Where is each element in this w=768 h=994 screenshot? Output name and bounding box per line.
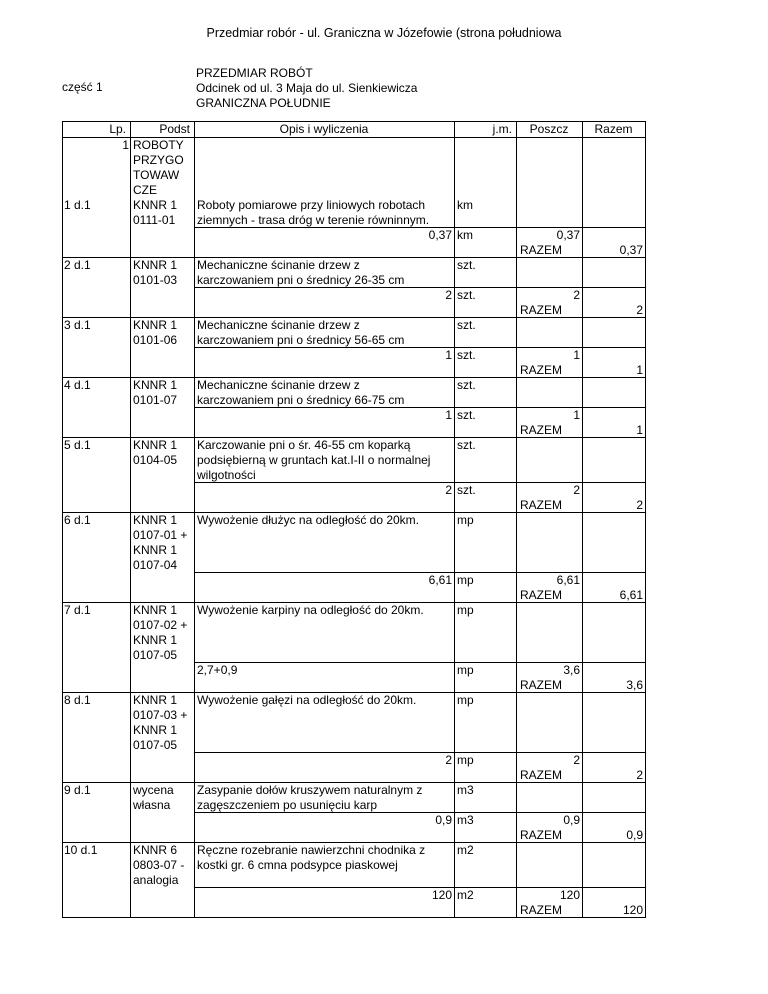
row-razem-value: 1: [636, 423, 643, 437]
row-podst-line: 0107-05: [133, 648, 178, 662]
row-podst-line: wycena: [133, 783, 174, 797]
row-description-line: Mechaniczne ścinanie drzew z: [197, 378, 360, 392]
row-lp: 5 d.1: [64, 438, 91, 452]
row-podst-line: KNNR 1: [133, 723, 178, 737]
row-podst-line: 0107-03 +: [133, 708, 188, 722]
row-lp: 6 d.1: [64, 513, 91, 527]
row-poszcz-value: 1: [573, 408, 580, 422]
column-header-razem: Razem: [594, 122, 633, 136]
section-title-line: TOWAW: [133, 168, 180, 182]
row-calc-unit: szt.: [457, 408, 476, 422]
row-calculation: 1: [445, 408, 452, 422]
row-podst-line: KNNR 1: [133, 633, 178, 647]
row-unit: szt.: [457, 258, 476, 272]
row-description-line: Wywożenie dłużyc na odległość do 20km.: [197, 513, 420, 527]
column-header-lp: Lp.: [109, 122, 126, 136]
row-unit: mp: [457, 513, 474, 527]
row-calculation: 0,9: [435, 813, 452, 827]
row-razem-label: RAZEM: [520, 423, 562, 437]
column-header-opis: Opis i wyliczenia: [279, 122, 369, 136]
row-razem-label: RAZEM: [520, 903, 562, 917]
row-description-line: wilgotności: [197, 468, 256, 482]
row-poszcz-value: 2: [573, 753, 580, 767]
row-podst-line: 0107-05: [133, 738, 178, 752]
row-unit: m3: [457, 783, 474, 797]
row-lp: 9 d.1: [64, 783, 91, 797]
row-podst-line: KNNR 1: [133, 378, 178, 392]
row-razem-label: RAZEM: [520, 588, 562, 602]
column-divider: [645, 121, 646, 918]
row-calculation: 1: [445, 348, 452, 362]
row-calculation: 0,37: [428, 228, 452, 242]
row-razem-value: 120: [622, 903, 643, 917]
section-title-line: ROBOTY: [133, 138, 184, 152]
row-unit: mp: [457, 693, 474, 707]
row-description-line: karczowaniem pni o średnicy 56-65 cm: [197, 333, 405, 347]
row-calc-unit: km: [457, 228, 473, 242]
row-calc-unit: szt.: [457, 288, 476, 302]
row-razem-label: RAZEM: [520, 678, 562, 692]
row-lp: 7 d.1: [64, 603, 91, 617]
row-calculation: 2: [445, 483, 452, 497]
row-unit: km: [457, 198, 473, 212]
row-razem-label: RAZEM: [520, 303, 562, 317]
row-podst-line: 0107-01 +: [133, 528, 188, 542]
column-divider: [454, 121, 455, 918]
row-calc-unit: mp: [457, 663, 474, 677]
row-podst-line: 0107-04: [133, 558, 178, 572]
row-podst-line: KNNR 1: [133, 513, 178, 527]
row-calc-unit: szt.: [457, 483, 476, 497]
row-calc-unit: m3: [457, 813, 474, 827]
section-title-line: PRZYGO: [133, 153, 184, 167]
row-razem-label: RAZEM: [520, 363, 562, 377]
row-poszcz-value: 2: [573, 288, 580, 302]
row-podst-line: KNNR 1: [133, 258, 178, 272]
row-razem-value: 2: [636, 498, 643, 512]
row-podst-line: 0101-07: [133, 393, 178, 407]
row-description-line: zagęszczeniem po usunięciu karp: [197, 798, 378, 812]
column-header-poszcz: Poszcz: [529, 122, 569, 136]
row-poszcz-value: 0,9: [563, 813, 580, 827]
row-razem-value: 6,61: [619, 588, 643, 602]
row-description-line: Mechaniczne ścinanie drzew z: [197, 318, 360, 332]
row-razem-label: RAZEM: [520, 498, 562, 512]
row-podst-line: KNNR 1: [133, 318, 178, 332]
part-label: część 1: [62, 80, 103, 94]
column-divider: [62, 121, 63, 918]
row-razem-label: RAZEM: [520, 828, 562, 842]
row-razem-value: 1: [636, 363, 643, 377]
row-poszcz-value: 6,61: [556, 573, 580, 587]
row-calc-unit: mp: [457, 753, 474, 767]
row-calculation: 2: [445, 288, 452, 302]
row-unit: szt.: [457, 318, 476, 332]
row-description-line: karczowaniem pni o średnicy 26-35 cm: [197, 273, 405, 287]
row-description-line: Karczowanie pni o śr. 46-55 cm koparką: [197, 438, 411, 452]
row-lp: 2 d.1: [64, 258, 91, 272]
row-unit: szt.: [457, 438, 476, 452]
row-lp: 8 d.1: [64, 693, 91, 707]
document-header-street: GRANICZNA POŁUDNIE: [196, 96, 331, 110]
document-header-title: PRZEDMIAR ROBÓT: [196, 66, 313, 80]
row-razem-label: RAZEM: [520, 768, 562, 782]
row-razem-label: RAZEM: [520, 243, 562, 257]
row-razem-value: 3,6: [626, 678, 643, 692]
row-poszcz-value: 0,37: [556, 228, 580, 242]
row-razem-value: 0,37: [619, 243, 643, 257]
row-calculation: 2: [445, 753, 452, 767]
row-description-line: karczowaniem pni o średnicy 66-75 cm: [197, 393, 405, 407]
column-header-podst: Podst: [159, 122, 190, 136]
row-description-line: Roboty pomiarowe przy liniowych robotach: [197, 198, 426, 212]
page-title: Przedmiar robór - ul. Graniczna w Józefowie (strona południowa: [206, 26, 562, 40]
section-number: 1: [122, 138, 129, 152]
row-description-line: Wywożenie karpiny na odległość do 20km.: [197, 603, 424, 617]
row-lp: 1 d.1: [64, 198, 91, 212]
row-bottom-line: [62, 917, 645, 918]
row-description-line: ziemnych - trasa dróg w terenie równinnym.: [197, 213, 430, 227]
row-podst-line: analogia: [133, 873, 179, 887]
row-calculation: 6,61: [428, 573, 452, 587]
column-divider: [194, 121, 195, 918]
row-description-line: podsiębierną w gruntach kat.I-II o normalnej: [197, 453, 431, 467]
row-razem-value: 2: [636, 768, 643, 782]
row-calc-unit: mp: [457, 573, 474, 587]
row-podst-line: KNNR 1: [133, 693, 178, 707]
row-razem-value: 2: [636, 303, 643, 317]
row-podst-line: 0111-01: [133, 213, 176, 227]
row-description-line: Wywożenie gałęzi na odległość do 20km.: [197, 693, 417, 707]
document-header: [196, 66, 417, 111]
row-calculation: 120: [431, 888, 452, 902]
row-unit: szt.: [457, 378, 476, 392]
row-description-line: Ręczne rozebranie nawierzchni chodnika z: [197, 843, 426, 857]
column-divider: [516, 121, 517, 918]
column-divider: [582, 121, 583, 918]
row-calculation: 2,7+0,9: [197, 663, 238, 677]
row-calc-unit: szt.: [457, 348, 476, 362]
row-poszcz-value: 3,6: [563, 663, 580, 677]
row-lp: 3 d.1: [64, 318, 91, 332]
row-description-line: kostki gr. 6 cmna podsypce piaskowej: [197, 858, 398, 872]
row-podst-line: KNNR 6: [133, 843, 178, 857]
document-header-section: Odcinek od ul. 3 Maja do ul. Sienkiewicza: [196, 81, 418, 95]
section-title-line: CZE: [133, 183, 157, 197]
row-podst-line: 0104-05: [133, 453, 178, 467]
row-description-line: Zasypanie dołów kruszywem naturalnym z: [197, 783, 423, 797]
row-podst-line: KNNR 1: [133, 198, 178, 212]
row-podst-line: własna: [133, 798, 171, 812]
row-podst-line: KNNR 1: [133, 438, 178, 452]
row-lp: 10 d.1: [64, 843, 98, 857]
row-razem-value: 0,9: [626, 828, 643, 842]
row-lp: 4 d.1: [64, 378, 91, 392]
row-poszcz-value: 120: [559, 888, 580, 902]
row-description-line: Mechaniczne ścinanie drzew z: [197, 258, 360, 272]
row-podst-line: 0101-03: [133, 273, 178, 287]
column-divider: [130, 121, 131, 918]
row-podst-line: KNNR 1: [133, 543, 178, 557]
row-unit: mp: [457, 603, 474, 617]
header-top-line: [62, 121, 645, 122]
row-podst-line: 0101-06: [133, 333, 178, 347]
row-poszcz-value: 2: [573, 483, 580, 497]
row-podst-line: 0803-07 -: [133, 858, 185, 872]
column-header-jm: j.m.: [492, 122, 512, 136]
row-calc-unit: m2: [457, 888, 474, 902]
row-podst-line: 0107-02 +: [133, 618, 188, 632]
row-podst-line: KNNR 1: [133, 603, 178, 617]
row-unit: m2: [457, 843, 474, 857]
row-poszcz-value: 1: [573, 348, 580, 362]
